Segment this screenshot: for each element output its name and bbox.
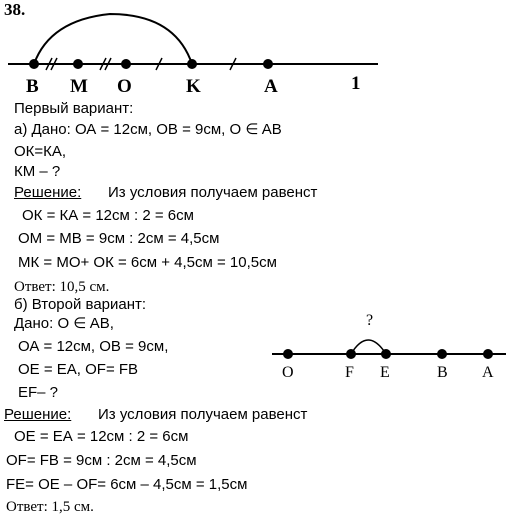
label-o2: O: [282, 364, 294, 381]
variant1-answer: Ответ: 10,5 см.: [14, 279, 110, 295]
variant2-solution-label: Решение:: [4, 406, 72, 423]
variant1-eq3: МК = МО+ ОК = 6см + 4,5см = 10,5см: [18, 254, 277, 271]
variant1-heading: Первый вариант:: [14, 100, 134, 117]
label-b: B: [26, 76, 39, 97]
label-a: A: [264, 76, 278, 97]
variant2-midpoints: ОЕ = ЕА, OF= FB: [18, 361, 139, 378]
variant2-question: EF– ?: [18, 384, 59, 401]
variant2-heading: б) Второй вариант:: [14, 296, 147, 313]
variant2-solution-text: Из условия получаем равенст: [98, 406, 308, 423]
label-o: O: [117, 76, 132, 97]
variant1-eq1: ОК = КА = 12см : 2 = 6см: [22, 207, 194, 224]
question-mark: ?: [366, 312, 374, 329]
point-b2: [437, 349, 447, 359]
arc-fe: [351, 340, 386, 354]
label-b2: B: [437, 364, 448, 381]
problem-number: 38.: [4, 0, 26, 19]
variant1-solution-text: Из условия получаем равенст: [108, 184, 318, 201]
label-e: E: [380, 364, 390, 381]
variant2-given: Дано: O ∈ AB,: [14, 315, 114, 332]
point-f: [346, 349, 356, 359]
label-k: K: [186, 76, 201, 97]
variant1-question: КМ – ?: [14, 163, 61, 180]
point-o2: [283, 349, 293, 359]
variant1-condition: ОК=КА,: [14, 143, 67, 160]
variant1-solution-label: Решение:: [14, 184, 82, 201]
label-f: F: [345, 364, 354, 381]
label-a2: A: [482, 364, 494, 381]
point-e: [381, 349, 391, 359]
variant1-eq2: ОМ = МВ = 9см : 2см = 4,5см: [18, 230, 220, 247]
variant2-answer: Ответ: 1,5 см.: [6, 499, 94, 515]
variant2-eq1: ОЕ = ЕА = 12см : 2 = 6см: [14, 428, 189, 445]
variant2-eq3: FE= OE – OF= 6см – 4,5см = 1,5см: [6, 476, 248, 493]
variant2-lengths: ОА = 12см, ОВ = 9см,: [18, 338, 169, 355]
point-a2: [483, 349, 493, 359]
label-one: 1: [351, 73, 361, 94]
variant1-given: а) Дано: ОА = 12см, ОВ = 9см, O ∈ AB: [14, 121, 282, 138]
variant2-eq2: OF= FB = 9см : 2см = 4,5см: [6, 452, 197, 469]
label-m: M: [70, 76, 88, 97]
